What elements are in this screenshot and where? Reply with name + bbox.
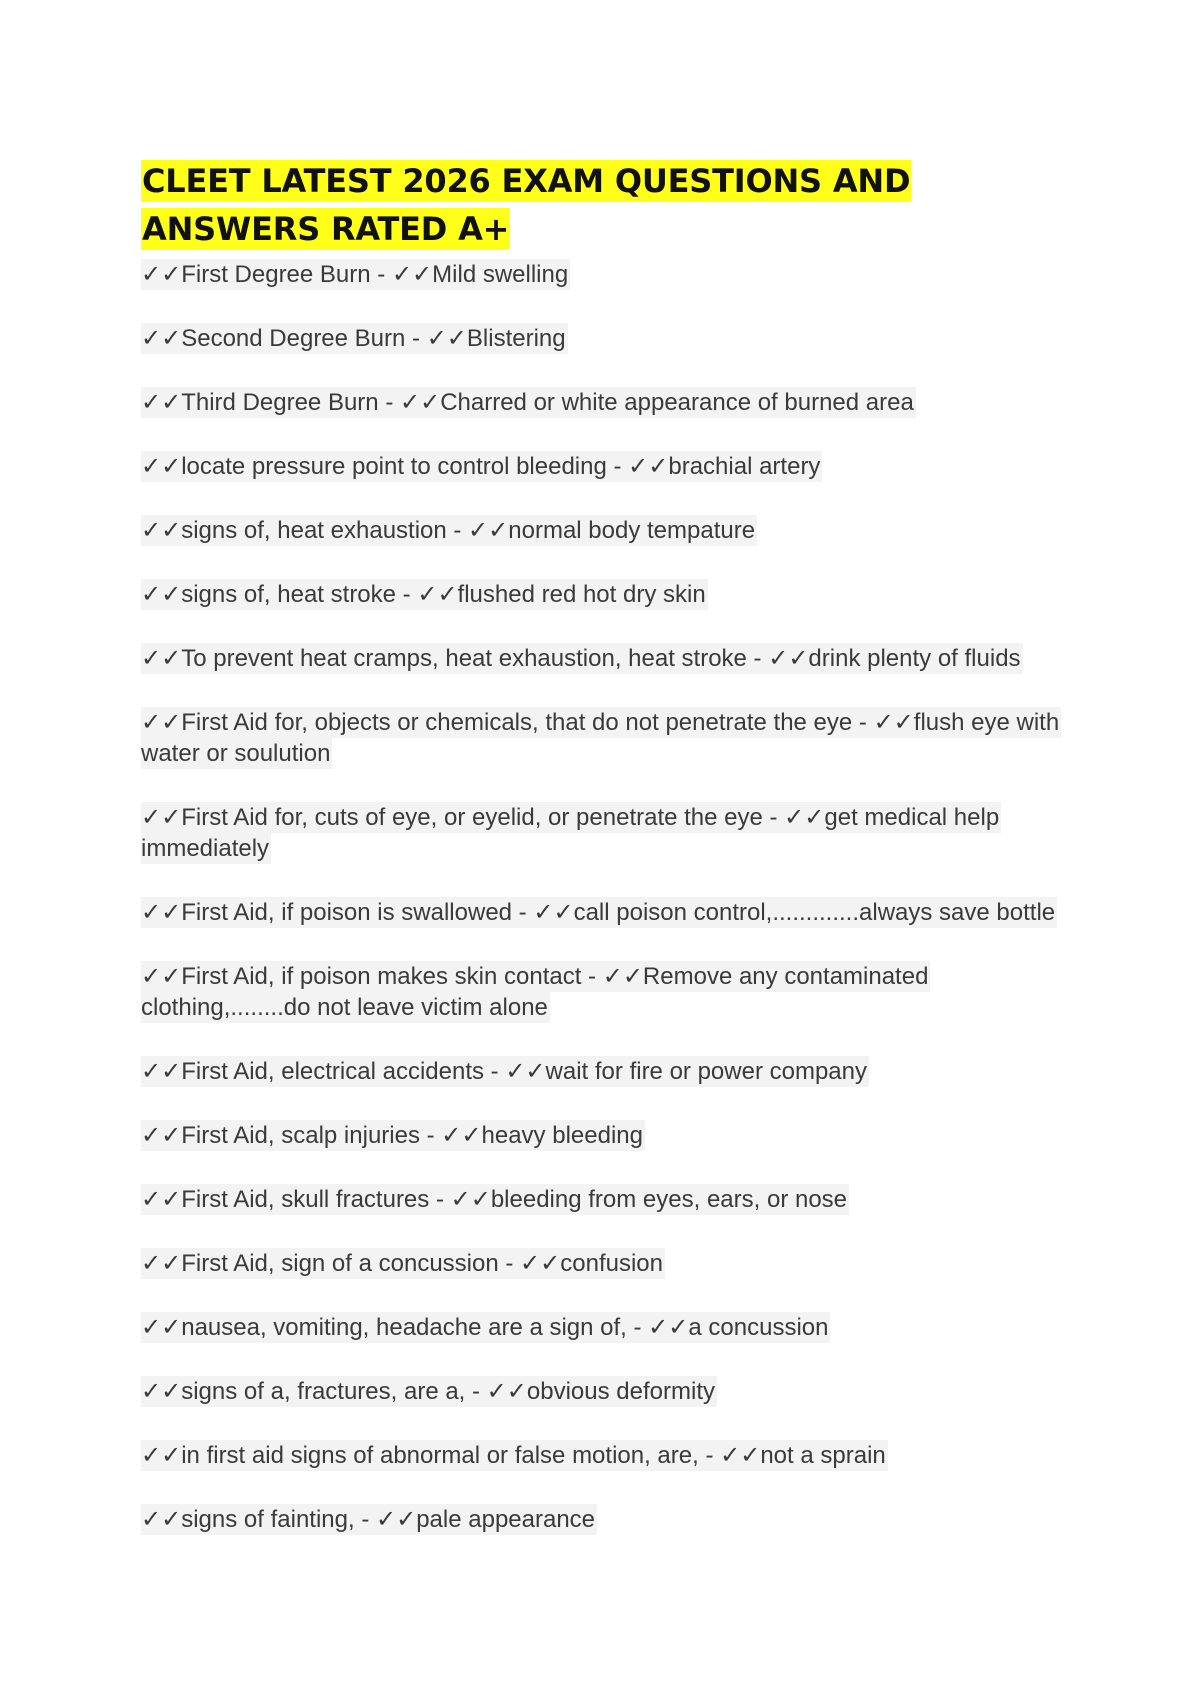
qa-item [141, 1312, 1061, 1343]
qa-item [141, 961, 1061, 1023]
qa-item-text: ✓✓signs of, heat stroke - ✓✓flushed red hot dry skin [141, 581, 706, 608]
qa-item-text: ✓✓Third Degree Burn - ✓✓Charred or white appearance of burned area [141, 389, 914, 416]
qa-item-text: ✓✓First Aid, skull fractures - ✓✓bleeding from eyes, ears, or nose [141, 1186, 848, 1213]
qa-item [141, 1440, 1061, 1471]
qa-item [141, 387, 1061, 418]
qa-item-text: ✓✓signs of fainting, - ✓✓pale appearance [141, 1506, 596, 1533]
qa-item [141, 1248, 1061, 1279]
qa-item-text: ✓✓First Aid, scalp injuries - ✓✓heavy bleeding [141, 1122, 643, 1149]
qa-item [141, 323, 1061, 354]
qa-item [141, 579, 1061, 610]
qa-item-text: ✓✓First Aid, if poison makes skin contact - ✓✓Remove any contaminated clothing,........do not leave victim alone [141, 963, 929, 1021]
qa-item-text: ✓✓First Aid for, objects or chemicals, that do not penetrate the eye - ✓✓flush eye with water or soulution [141, 709, 1060, 767]
qa-item-text: ✓✓First Aid, if poison is swallowed - ✓✓call poison control,.............always save bottle [141, 899, 1056, 926]
qa-item-text: ✓✓in first aid signs of abnormal or false motion, are, - ✓✓not a sprain [141, 1442, 886, 1469]
qa-item [141, 451, 1061, 482]
title-text: CLEET LATEST 2026 EXAM QUESTIONS AND ANSWERS RATED A+ [142, 162, 911, 248]
document-title [141, 157, 1061, 253]
qa-item [141, 1376, 1061, 1407]
qa-item-text: ✓✓nausea, vomiting, headache are a sign of, - ✓✓a concussion [141, 1314, 829, 1341]
qa-list [141, 259, 1061, 1535]
qa-item [141, 259, 1061, 290]
qa-item [141, 1056, 1061, 1087]
qa-item [141, 802, 1061, 864]
qa-item-text: ✓✓First Aid, sign of a concussion - ✓✓confusion [141, 1250, 663, 1277]
qa-item [141, 1504, 1061, 1535]
qa-item-text: ✓✓signs of a, fractures, are a, - ✓✓obvious deformity [141, 1378, 715, 1405]
qa-item [141, 643, 1061, 674]
qa-item-text: ✓✓First Aid, electrical accidents - ✓✓wait for fire or power company [141, 1058, 867, 1085]
qa-item-text: ✓✓signs of, heat exhaustion - ✓✓normal body tempature [141, 517, 756, 544]
qa-item [141, 1120, 1061, 1151]
qa-item-text: ✓✓First Degree Burn - ✓✓Mild swelling [141, 261, 569, 288]
qa-item [141, 707, 1061, 769]
qa-item [141, 1184, 1061, 1215]
qa-item [141, 515, 1061, 546]
qa-item [141, 897, 1061, 928]
qa-item-text: ✓✓To prevent heat cramps, heat exhaustion, heat stroke - ✓✓drink plenty of fluids [141, 645, 1021, 672]
document-page [141, 157, 1061, 1535]
qa-item-text: ✓✓Second Degree Burn - ✓✓Blistering [141, 325, 566, 352]
qa-item-text: ✓✓First Aid for, cuts of eye, or eyelid, or penetrate the eye - ✓✓get medical help immediately [141, 804, 1000, 862]
qa-item-text: ✓✓locate pressure point to control bleeding - ✓✓brachial artery [141, 453, 821, 480]
